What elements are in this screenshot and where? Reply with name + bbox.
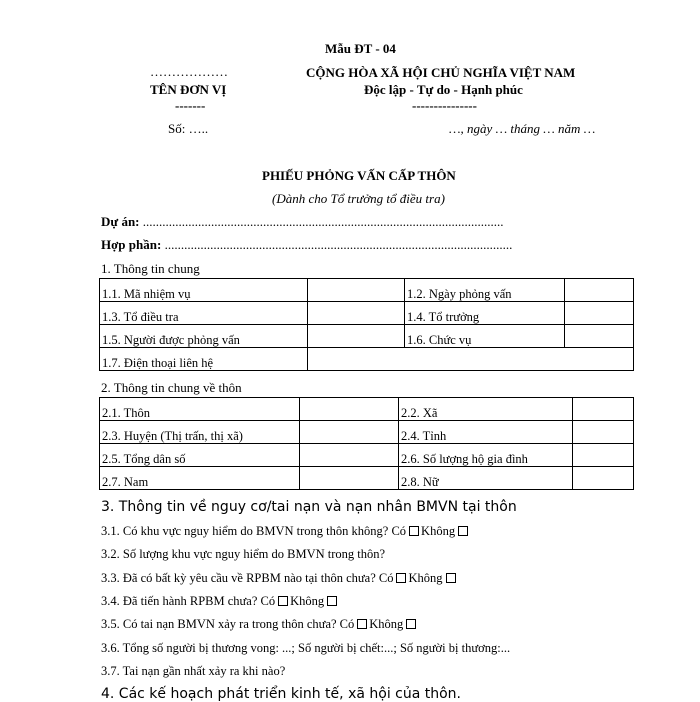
table-cell-label: 2.7. Nam [100,467,300,490]
yes-checkbox[interactable] [357,619,367,629]
general-info-table [99,278,634,371]
table-cell-label: 2.2. Xã [399,398,573,421]
table-cell-value[interactable] [573,444,634,467]
table-cell-value[interactable] [300,444,399,467]
table-cell-label: 1.7. Điện thoại liên hệ [100,348,308,371]
question-3-4: 3.4. Đã tiến hành RPBM chưa? Có Không [101,594,339,609]
table-cell-value[interactable] [300,398,399,421]
table-cell-value[interactable] [308,302,405,325]
table-cell-value[interactable] [573,467,634,490]
table-cell-label: 2.1. Thôn [100,398,300,421]
question-3-5: 3.5. Có tai nạn BMVN xảy ra trong thôn chưa? Có Không [101,617,418,632]
table-row [100,444,634,467]
motto-dash: --------------- [412,98,477,113]
table-cell-label: 1.6. Chức vụ [405,325,565,348]
table-row [100,467,634,490]
table-row [100,398,634,421]
yes-checkbox[interactable] [409,526,419,536]
yes-checkbox[interactable] [396,573,406,583]
table-cell-label: 2.5. Tổng dân số [100,444,300,467]
table-cell-value[interactable] [565,279,634,302]
no-checkbox[interactable] [458,526,468,536]
question-3-3: 3.3. Đã có bất kỳ yêu cầu về RPBM nào tại thôn chưa? Có Không [101,571,458,586]
table-cell-value[interactable] [308,348,634,371]
unit-dash: ------- [175,98,206,113]
table-cell-value[interactable] [565,302,634,325]
village-info-table [99,397,634,490]
table-cell-label: 1.3. Tổ điều tra [100,302,308,325]
motto: Độc lập - Tự do - Hạnh phúc [364,82,523,97]
table-row [100,279,634,302]
section1-heading: 1. Thông tin chung [101,261,200,276]
question-3-7: 3.7. Tai nạn gần nhất xảy ra khi nào? [101,664,286,678]
no-checkbox[interactable] [327,596,337,606]
table-row [100,348,634,371]
section2-heading: 2. Thông tin chung về thôn [101,380,242,395]
unit-dots: ……………… [150,64,228,79]
component-line: Hợp phần: ........................................................................................................... [101,237,513,252]
unit-name: TÊN ĐƠN VỊ [150,82,227,97]
table-row [100,302,634,325]
document-number: Số: ….. [168,121,209,136]
republic-title: CỘNG HÒA XÃ HỘI CHỦ NGHĨA VIỆT NAM [306,65,576,80]
question-3-1: 3.1. Có khu vực nguy hiểm do BMVN trong thôn không? Có Không [101,524,470,539]
table-cell-value[interactable] [308,325,405,348]
form-title: PHIẾU PHỎNG VẤN CẤP THÔN [262,168,456,183]
table-cell-label: 2.3. Huyện (Thị trấn, thị xã) [100,421,300,444]
table-cell-label: 1.5. Người được phỏng vấn [100,325,308,348]
section3-heading: 3. Thông tin về nguy cơ/tai nạn và nạn nhân BMVN tại thôn [101,499,517,515]
no-checkbox[interactable] [406,619,416,629]
table-cell-value[interactable] [308,279,405,302]
table-cell-value[interactable] [573,421,634,444]
project-line: Dự án: ............................................................................................................... [101,214,504,229]
date-line: …, ngày … tháng … năm … [449,121,596,136]
question-3-6: 3.6. Tổng số người bị thương vong: ...; Số người bị chết:...; Số người bị thương:... [101,641,511,655]
no-checkbox[interactable] [446,573,456,583]
form-subtitle: (Dành cho Tổ trưởng tổ điều tra) [272,191,445,206]
table-row [100,421,634,444]
table-cell-value[interactable] [300,421,399,444]
table-cell-label: 2.4. Tỉnh [399,421,573,444]
table-cell-label: 1.2. Ngày phỏng vấn [405,279,565,302]
table-cell-value[interactable] [573,398,634,421]
table-row [100,325,634,348]
form-code: Mẫu ĐT - 04 [325,41,396,56]
table-cell-value[interactable] [300,467,399,490]
yes-checkbox[interactable] [278,596,288,606]
table-cell-label: 1.1. Mã nhiệm vụ [100,279,308,302]
table-cell-label: 2.8. Nữ [399,467,573,490]
question-3-2: 3.2. Số lượng khu vực nguy hiểm do BMVN trong thôn? [101,547,386,561]
section4-heading: 4. Các kế hoạch phát triển kinh tế, xã hội của thôn. [101,686,462,702]
table-cell-value[interactable] [565,325,634,348]
table-cell-label: 2.6. Số lượng hộ gia đình [399,444,573,467]
table-cell-label: 1.4. Tổ trưởng [405,302,565,325]
